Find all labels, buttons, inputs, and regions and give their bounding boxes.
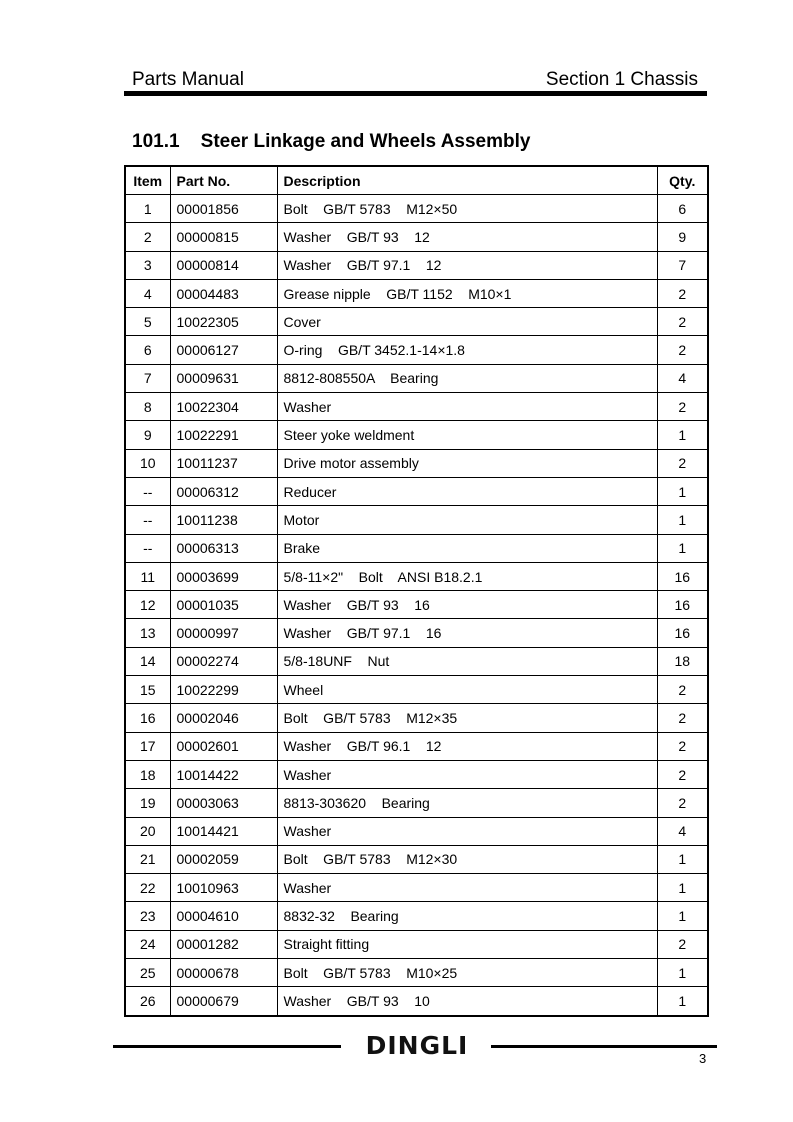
cell-item: 11 bbox=[125, 562, 170, 590]
cell-description: 8832-32 Bearing bbox=[277, 902, 657, 930]
cell-description: Cover bbox=[277, 308, 657, 336]
cell-item: 21 bbox=[125, 845, 170, 873]
cell-part-no: 00002601 bbox=[170, 732, 277, 760]
cell-item: 17 bbox=[125, 732, 170, 760]
table-row bbox=[125, 902, 708, 930]
cell-part-no: 00002046 bbox=[170, 704, 277, 732]
header-section-title: Section 1 Chassis bbox=[545, 69, 698, 90]
cell-part-no: 00006312 bbox=[170, 477, 277, 505]
cell-part-no: 00002274 bbox=[170, 647, 277, 675]
cell-description: Bolt GB/T 5783 M12×35 bbox=[277, 704, 657, 732]
cell-description: Wheel bbox=[277, 676, 657, 704]
cell-description: Steer yoke weldment bbox=[277, 421, 657, 449]
table-row bbox=[125, 619, 708, 647]
table-row bbox=[125, 251, 708, 279]
cell-part-no: 10010963 bbox=[170, 874, 277, 902]
header-manual-title: Parts Manual bbox=[132, 69, 244, 90]
cell-item: 22 bbox=[125, 874, 170, 902]
table-row bbox=[125, 704, 708, 732]
page-number: 3 bbox=[699, 1051, 707, 1066]
table-row bbox=[125, 591, 708, 619]
cell-item: 15 bbox=[125, 676, 170, 704]
cell-description: Washer GB/T 93 10 bbox=[277, 987, 657, 1016]
dingli-logo: DINGLI bbox=[365, 1031, 469, 1060]
cell-item: 1 bbox=[125, 195, 170, 223]
cell-item: 24 bbox=[125, 930, 170, 958]
cell-qty: 1 bbox=[657, 902, 708, 930]
cell-item: 19 bbox=[125, 789, 170, 817]
cell-part-no: 00000678 bbox=[170, 959, 277, 987]
cell-part-no: 00001035 bbox=[170, 591, 277, 619]
table-row bbox=[125, 930, 708, 958]
cell-part-no: 10014421 bbox=[170, 817, 277, 845]
cell-qty: 16 bbox=[657, 562, 708, 590]
cell-item: 13 bbox=[125, 619, 170, 647]
footer-rule-right bbox=[491, 1045, 717, 1048]
table-row bbox=[125, 817, 708, 845]
cell-qty: 16 bbox=[657, 591, 708, 619]
cell-item: 5 bbox=[125, 308, 170, 336]
cell-part-no: 00009631 bbox=[170, 364, 277, 392]
cell-description: Washer bbox=[277, 760, 657, 788]
cell-qty: 2 bbox=[657, 393, 708, 421]
cell-part-no: 00006313 bbox=[170, 534, 277, 562]
cell-item: 18 bbox=[125, 760, 170, 788]
cell-qty: 1 bbox=[657, 959, 708, 987]
cell-qty: 1 bbox=[657, 534, 708, 562]
cell-description: Washer GB/T 97.1 12 bbox=[277, 251, 657, 279]
cell-qty: 1 bbox=[657, 421, 708, 449]
cell-item: 3 bbox=[125, 251, 170, 279]
cell-item: 4 bbox=[125, 279, 170, 307]
table-row bbox=[125, 562, 708, 590]
cell-description: 5/8-18UNF Nut bbox=[277, 647, 657, 675]
table-row bbox=[125, 223, 708, 251]
cell-description: 8813-303620 Bearing bbox=[277, 789, 657, 817]
table-row bbox=[125, 789, 708, 817]
cell-qty: 2 bbox=[657, 308, 708, 336]
table-row bbox=[125, 874, 708, 902]
cell-description: Washer bbox=[277, 393, 657, 421]
cell-qty: 4 bbox=[657, 364, 708, 392]
cell-description: Washer GB/T 97.1 16 bbox=[277, 619, 657, 647]
cell-part-no: 00000814 bbox=[170, 251, 277, 279]
cell-part-no: 10022304 bbox=[170, 393, 277, 421]
column-header-qty: Qty. bbox=[657, 166, 708, 195]
cell-item: 7 bbox=[125, 364, 170, 392]
table-row bbox=[125, 959, 708, 987]
cell-qty: 18 bbox=[657, 647, 708, 675]
table-row bbox=[125, 279, 708, 307]
table-row bbox=[125, 336, 708, 364]
table-row bbox=[125, 449, 708, 477]
cell-part-no: 00003063 bbox=[170, 789, 277, 817]
cell-item: 12 bbox=[125, 591, 170, 619]
cell-part-no: 10014422 bbox=[170, 760, 277, 788]
cell-description: Motor bbox=[277, 506, 657, 534]
cell-qty: 7 bbox=[657, 251, 708, 279]
cell-qty: 2 bbox=[657, 760, 708, 788]
cell-part-no: 00001282 bbox=[170, 930, 277, 958]
cell-qty: 1 bbox=[657, 874, 708, 902]
column-header-description: Description bbox=[277, 166, 657, 195]
cell-qty: 2 bbox=[657, 336, 708, 364]
column-header-part-no: Part No. bbox=[170, 166, 277, 195]
cell-description: Grease nipple GB/T 1152 M10×1 bbox=[277, 279, 657, 307]
table-row bbox=[125, 732, 708, 760]
cell-description: Bolt GB/T 5783 M12×30 bbox=[277, 845, 657, 873]
cell-description: Bolt GB/T 5783 M12×50 bbox=[277, 195, 657, 223]
cell-description: 5/8-11×2" Bolt ANSI B18.2.1 bbox=[277, 562, 657, 590]
cell-item: 23 bbox=[125, 902, 170, 930]
table-row bbox=[125, 393, 708, 421]
cell-part-no: 00003699 bbox=[170, 562, 277, 590]
cell-description: Washer GB/T 93 12 bbox=[277, 223, 657, 251]
cell-part-no: 10011237 bbox=[170, 449, 277, 477]
cell-description: 8812-808550A Bearing bbox=[277, 364, 657, 392]
table-row bbox=[125, 195, 708, 223]
table-row bbox=[125, 987, 708, 1016]
table-row bbox=[125, 676, 708, 704]
cell-part-no: 10022291 bbox=[170, 421, 277, 449]
cell-item: 14 bbox=[125, 647, 170, 675]
cell-item: -- bbox=[125, 534, 170, 562]
table-row bbox=[125, 477, 708, 505]
cell-part-no: 00004610 bbox=[170, 902, 277, 930]
cell-description: Washer bbox=[277, 874, 657, 902]
cell-item: 20 bbox=[125, 817, 170, 845]
cell-item: -- bbox=[125, 506, 170, 534]
cell-qty: 2 bbox=[657, 704, 708, 732]
cell-part-no: 00000815 bbox=[170, 223, 277, 251]
cell-part-no: 00004483 bbox=[170, 279, 277, 307]
cell-description: O-ring GB/T 3452.1-14×1.8 bbox=[277, 336, 657, 364]
table-header-row bbox=[125, 166, 708, 195]
table-row bbox=[125, 506, 708, 534]
cell-description: Washer bbox=[277, 817, 657, 845]
cell-qty: 1 bbox=[657, 477, 708, 505]
table-row bbox=[125, 308, 708, 336]
cell-item: -- bbox=[125, 477, 170, 505]
table-row bbox=[125, 364, 708, 392]
cell-description: Straight fitting bbox=[277, 930, 657, 958]
table-row bbox=[125, 760, 708, 788]
column-header-item: Item bbox=[125, 166, 170, 195]
cell-description: Washer GB/T 96.1 12 bbox=[277, 732, 657, 760]
table-row bbox=[125, 647, 708, 675]
cell-part-no: 10011238 bbox=[170, 506, 277, 534]
cell-qty: 2 bbox=[657, 789, 708, 817]
cell-item: 25 bbox=[125, 959, 170, 987]
cell-qty: 2 bbox=[657, 676, 708, 704]
table-row bbox=[125, 845, 708, 873]
cell-item: 6 bbox=[125, 336, 170, 364]
cell-part-no: 00000997 bbox=[170, 619, 277, 647]
cell-part-no: 00000679 bbox=[170, 987, 277, 1016]
cell-qty: 1 bbox=[657, 987, 708, 1016]
cell-description: Reducer bbox=[277, 477, 657, 505]
cell-item: 10 bbox=[125, 449, 170, 477]
cell-qty: 9 bbox=[657, 223, 708, 251]
cell-part-no: 00001856 bbox=[170, 195, 277, 223]
parts-table-body bbox=[125, 195, 708, 1016]
cell-qty: 2 bbox=[657, 279, 708, 307]
cell-qty: 2 bbox=[657, 930, 708, 958]
cell-description: Brake bbox=[277, 534, 657, 562]
cell-item: 2 bbox=[125, 223, 170, 251]
cell-description: Drive motor assembly bbox=[277, 449, 657, 477]
cell-qty: 4 bbox=[657, 817, 708, 845]
cell-qty: 2 bbox=[657, 449, 708, 477]
header-rule bbox=[124, 91, 707, 96]
parts-table bbox=[124, 165, 709, 1017]
cell-item: 9 bbox=[125, 421, 170, 449]
footer-rule-left bbox=[113, 1045, 341, 1048]
cell-qty: 1 bbox=[657, 506, 708, 534]
cell-item: 8 bbox=[125, 393, 170, 421]
cell-qty: 2 bbox=[657, 732, 708, 760]
cell-description: Washer GB/T 93 16 bbox=[277, 591, 657, 619]
cell-part-no: 00002059 bbox=[170, 845, 277, 873]
section-title: 101.1 Steer Linkage and Wheels Assembly bbox=[132, 131, 531, 152]
cell-item: 26 bbox=[125, 987, 170, 1016]
cell-part-no: 10022305 bbox=[170, 308, 277, 336]
cell-item: 16 bbox=[125, 704, 170, 732]
cell-qty: 1 bbox=[657, 845, 708, 873]
cell-part-no: 10022299 bbox=[170, 676, 277, 704]
cell-description: Bolt GB/T 5783 M10×25 bbox=[277, 959, 657, 987]
table-row bbox=[125, 421, 708, 449]
cell-part-no: 00006127 bbox=[170, 336, 277, 364]
cell-qty: 6 bbox=[657, 195, 708, 223]
cell-qty: 16 bbox=[657, 619, 708, 647]
table-row bbox=[125, 534, 708, 562]
